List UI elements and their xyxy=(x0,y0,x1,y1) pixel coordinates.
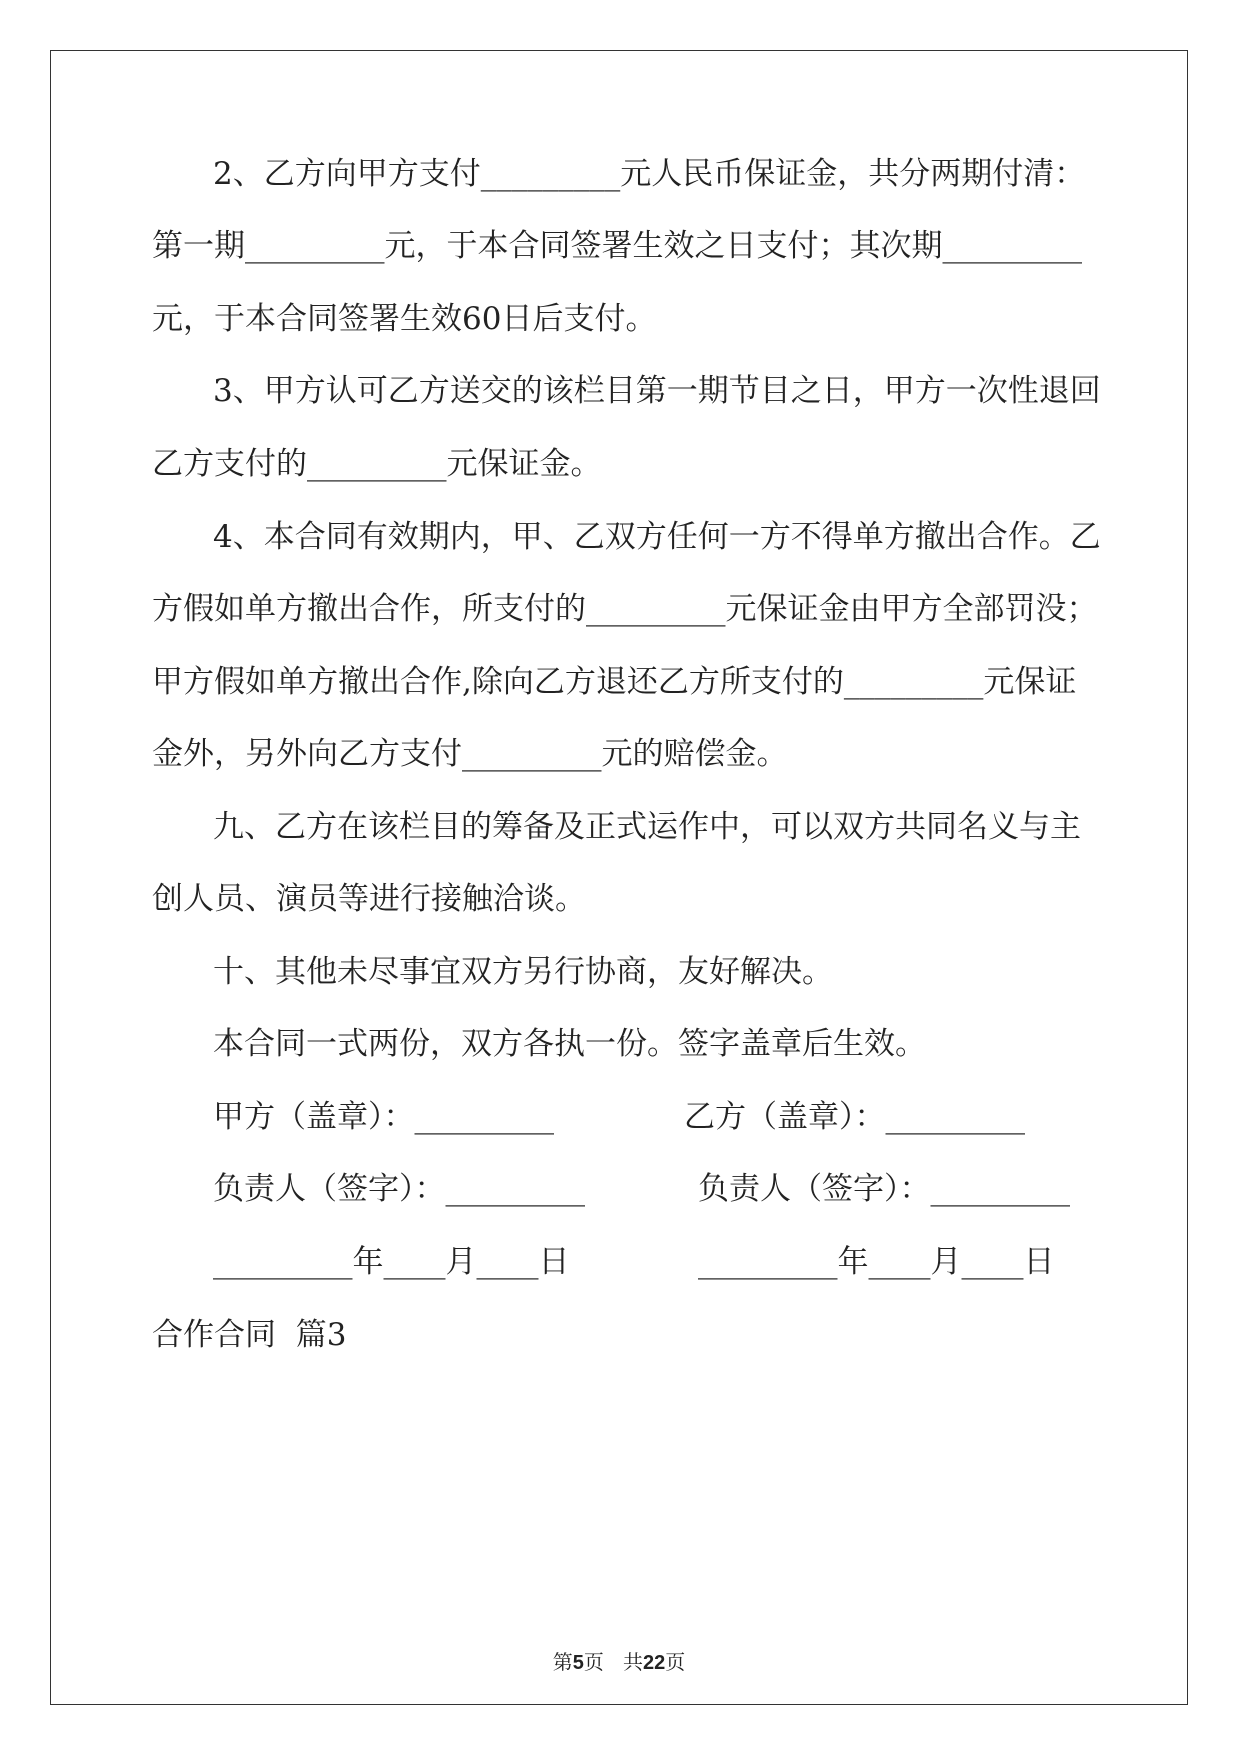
paragraph-line: 元，于本合同签署生效60日后支付。 xyxy=(152,301,657,337)
paragraph-line: 金外，另外向乙方支付_________元的赔偿金。 xyxy=(152,736,788,772)
paragraph-line: 第一期_________元，于本合同签署生效之日支付；其次期_________ xyxy=(152,228,1082,264)
paragraph-line: 甲方假如单方撤出合作,除向乙方退还乙方所支付的_________元保证 xyxy=(152,664,1077,700)
party-a-date: _________年____月____日 xyxy=(213,1244,570,1280)
paragraph-line: 创人员、演员等进行接触洽谈。 xyxy=(152,881,586,917)
paragraph-line: 3、甲方认可乙方送交的该栏目第一期节目之日，甲方一次性退回 xyxy=(213,373,1101,409)
party-b-date: _________年____月____日 xyxy=(698,1244,1055,1280)
total-page-count: 22 xyxy=(642,1652,666,1674)
page-footer xyxy=(51,1646,1187,1675)
party-a-signature: 负责人（签字）：_________ xyxy=(213,1171,585,1207)
paragraph-line: 九、乙方在该栏目的筹备及正式运作中，可以双方共同名义与主 xyxy=(213,809,1081,845)
footer-mid: 页 共 xyxy=(583,1650,643,1674)
party-b-seal: 乙方（盖章）：_________ xyxy=(684,1099,1025,1135)
paragraph-line: 本合同一式两份，双方各执一份。签字盖章后生效。 xyxy=(213,1026,926,1062)
paragraph-line: 2、乙方向甲方支付_________元人民币保证金，共分两期付清： xyxy=(213,156,1086,192)
paragraph-line: 乙方支付的_________元保证金。 xyxy=(152,446,602,482)
current-page-number: 5 xyxy=(572,1652,584,1674)
footer-prefix: 第 xyxy=(552,1650,573,1674)
document-page xyxy=(50,50,1188,1705)
paragraph-line: 4、本合同有效期内，甲、乙双方任何一方不得单方撤出合作。乙 xyxy=(213,519,1101,555)
paragraph-line: 方假如单方撤出合作，所支付的_________元保证金由甲方全部罚没； xyxy=(152,591,1098,627)
party-b-signature: 负责人（签字）：_________ xyxy=(698,1171,1070,1207)
paragraph-line: 十、其他未尽事宜双方另行协商，友好解决。 xyxy=(213,954,833,990)
footer-suffix: 页 xyxy=(665,1650,686,1674)
section-heading: 合作合同 篇3 xyxy=(152,1317,347,1353)
party-a-seal: 甲方（盖章）：_________ xyxy=(213,1099,554,1135)
